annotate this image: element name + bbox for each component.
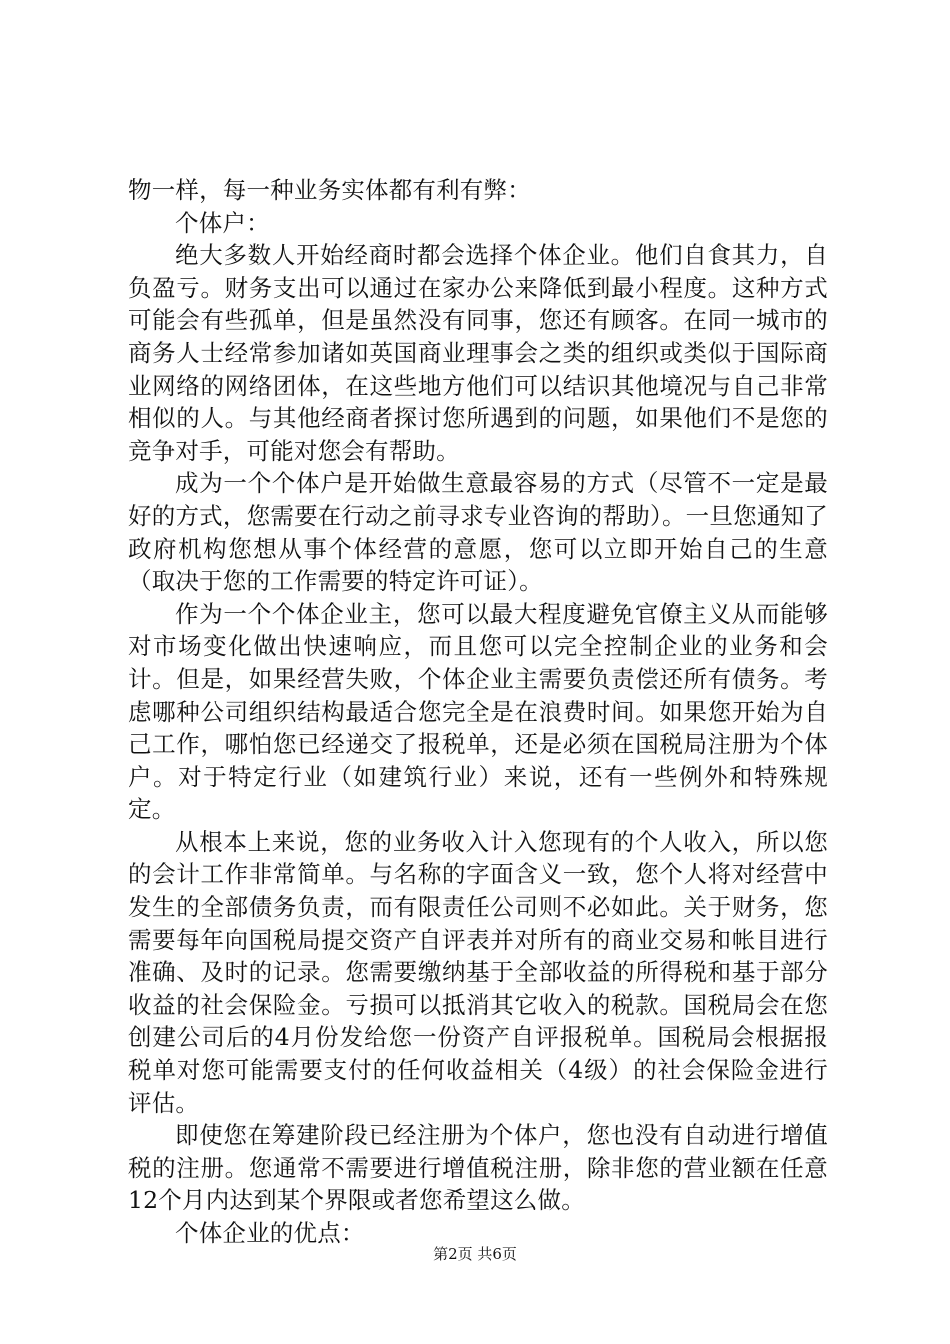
document-body bbox=[128, 174, 828, 1250]
section-heading-advantages: 个体企业的优点： bbox=[175, 1219, 365, 1247]
paragraph: 成为一个个体户是开始做生意最容易的方式（尽管不一定是最好的方式，您需要在行动之前寻求专业咨询的帮助）。一旦您通知了政府机构您想从事个体经营的意愿，您可以立即开始自己的生意（取决于您的工作需要的特定许可证）。 bbox=[128, 469, 828, 596]
paragraph: 作为一个个体企业主，您可以最大程度避免官僚主义从而能够对市场变化做出快速响应，而且您可以完全控制企业的业务和会计。但是，如果经营失败，个体企业主需要负责偿还所有债务。考虑哪种公司组织结构最适合您完全是在浪费时间。如果您开始为自己工作，哪怕您已经递交了报税单，还是必须在国税局注册为个体户。对于特定行业（如建筑行业）来说，还有一些例外和特殊规定。 bbox=[128, 599, 828, 824]
paragraph: 从根本上来说，您的业务收入计入您现有的个人收入，所以您的会计工作非常简单。与名称的字面含义一致，您个人将对经营中发生的全部债务负责，而有限责任公司则不必如此。关于财务，您需要每年向国税局提交资产自评表并对所有的商业交易和帐目进行准确、及时的记录。您需要缴纳基于全部收益的所得税和基于部分收益的社会保险金。亏损可以抵消其它收入的税款。国税局会在您创建公司后的4月份发给您一份资产自评报税单。国税局会根据报税单对您可能需要支付的任何收益相关（4级）的社会保险金进行评估。 bbox=[128, 827, 828, 1117]
paragraph: 绝大多数人开始经商时都会选择个体企业。他们自食其力，自负盈亏。财务支出可以通过在家办公来降低到最小程度。这种方式可能会有些孤单，但是虽然没有同事，您还有顾客。在同一城市的商务人士经常参加诸如英国商业理事会之类的组织或类似于国际商业网络的网络团体，在这些地方他们可以结识其他境况与自己非常相似的人。与其他经商者探讨您所遇到的问题，如果他们不是您的竞争对手，可能对您会有帮助。 bbox=[128, 241, 828, 465]
paragraph: 即使您在筹建阶段已经注册为个体户，您也没有自动进行增值税的注册。您通常不需要进行增值税注册，除非您的营业额在任意12个月内达到某个界限或者您希望这么做。 bbox=[128, 1121, 828, 1215]
page-number-footer: 第2页 共6页 bbox=[433, 1245, 517, 1263]
paragraph-continuation: 物一样，每一种业务实体都有利有弊： bbox=[128, 176, 531, 204]
section-heading-sole-trader: 个体户： bbox=[175, 208, 270, 237]
